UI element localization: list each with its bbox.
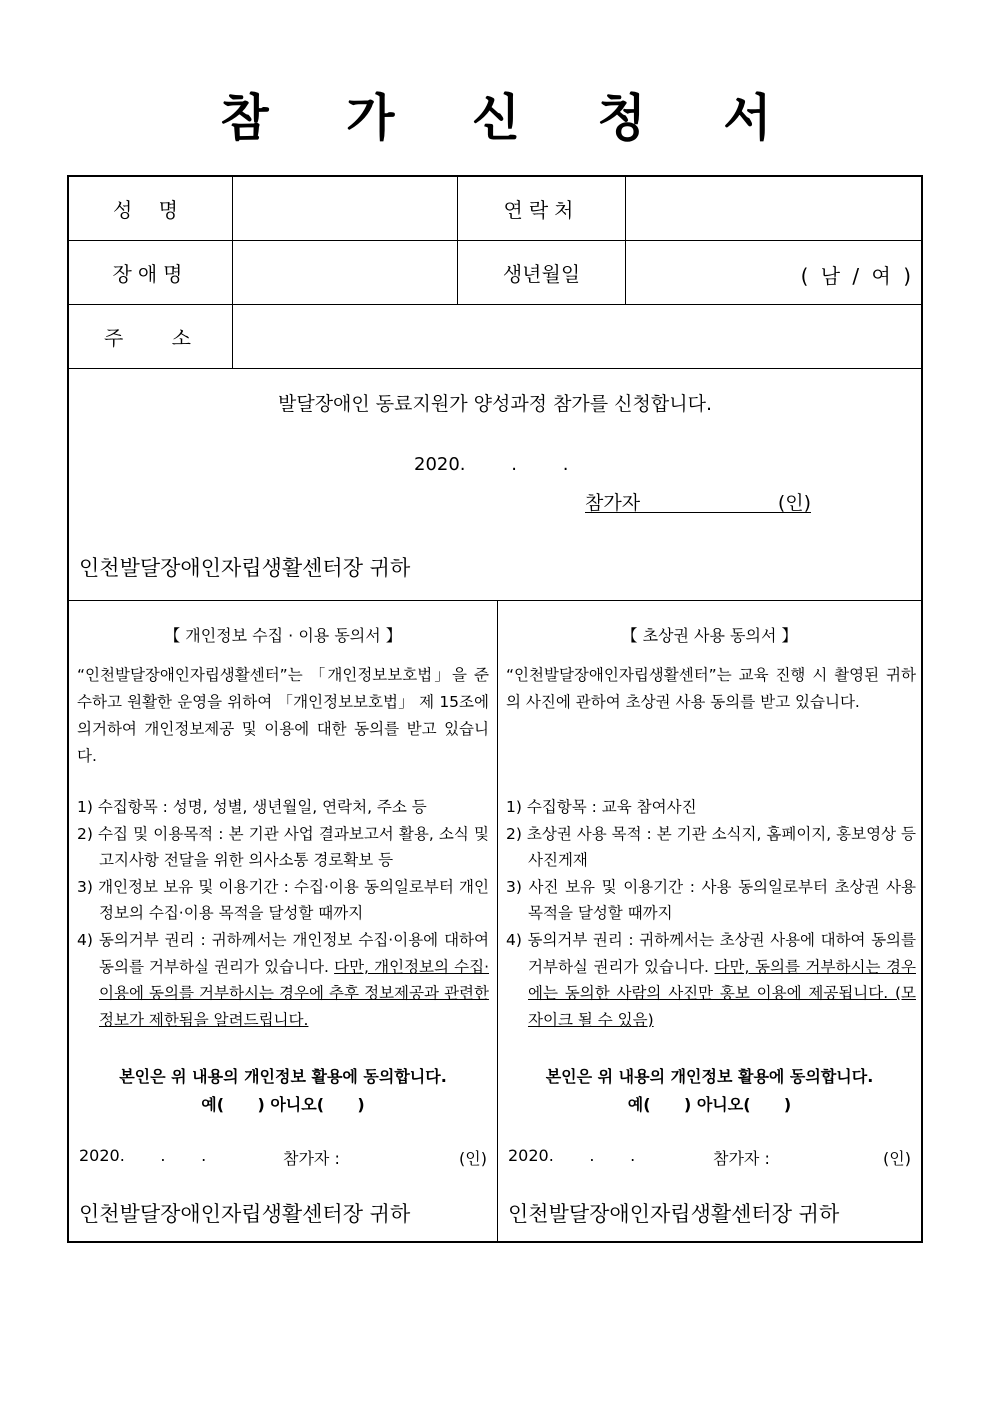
list-item: 1) 수집항목 : 성명, 성별, 생년월일, 연락처, 주소 등 bbox=[77, 798, 427, 816]
portrait-participant-label: 참가자 : bbox=[713, 1149, 770, 1168]
name-field[interactable] bbox=[233, 177, 457, 240]
list-item: 4) 동의거부 권리 : 귀하께서는 개인정보 수집·이용에 대하여 동의를 거부하실 권리가 있습니다. 다만, 개인정보의 수집·이용에 동의를 거부하시는 경우에 추후 정보제공과 관련한 정보가 제한됨을 알려드립니다. bbox=[77, 930, 489, 1029]
portrait-consent-section bbox=[498, 601, 921, 1241]
applicant-seal: (인) bbox=[777, 492, 811, 514]
privacy-participant-label: 참가자 : bbox=[283, 1149, 340, 1168]
disability-field[interactable] bbox=[233, 241, 457, 304]
list-item: 1) 수집항목 : 교육 참여사진 bbox=[506, 798, 697, 816]
portrait-agree-statement: 본인은 위 내용의 개인정보 활용에 동의합니다. bbox=[545, 1067, 874, 1086]
portrait-date: 2020. . . bbox=[508, 1146, 636, 1165]
privacy-agree-statement: 본인은 위 내용의 개인정보 활용에 동의합니다. bbox=[119, 1067, 447, 1086]
privacy-addressee: 인천발달장애인자립생활센터장 귀하 bbox=[79, 1202, 411, 1226]
privacy-consent-section bbox=[69, 601, 497, 1241]
list-item: 3) 사진 보유 및 이용기간 : 사용 동의일로부터 초상권 사용 목적을 달성할 때까지 bbox=[506, 877, 916, 923]
portrait-seal: (인) bbox=[883, 1149, 911, 1168]
portrait-items bbox=[506, 794, 916, 1033]
portrait-consent-title: 【 초상권 사용 동의서 】 bbox=[621, 626, 798, 645]
gender-options[interactable]: ( 남 / 여 ) bbox=[800, 264, 911, 288]
portrait-intro: “인천발달장애인자립생활센터”는 교육 진행 시 촬영된 귀하의 사진에 관하여 초상권 사용 동의를 받고 있습니다. bbox=[506, 666, 916, 711]
privacy-seal: (인) bbox=[459, 1149, 487, 1168]
disability-label: 장애명 bbox=[112, 262, 189, 286]
application-addressee: 인천발달장애인자립생활센터장 귀하 bbox=[79, 556, 411, 580]
name-label: 성 명 bbox=[113, 198, 188, 222]
privacy-yes-no[interactable]: 예( ) 아니오( ) bbox=[201, 1095, 365, 1114]
list-item: 2) 수집 및 이용목적 : 본 기관 사업 결과보고서 활용, 소식 및 고지사항 전달을 위한 의사소통 경로확보 등 bbox=[77, 824, 489, 870]
privacy-consent-title: 【 개인정보 수집 · 이용 동의서 】 bbox=[164, 626, 402, 645]
applicant-signature-line[interactable] bbox=[585, 488, 811, 513]
address-field[interactable] bbox=[233, 305, 921, 368]
document-title: 참 가 신 청 서 bbox=[220, 89, 802, 147]
contact-field[interactable] bbox=[626, 177, 921, 240]
application-date: 2020. . . bbox=[414, 454, 569, 475]
underlined-notice: 다만, 동의를 거부하시는 경우에는 동의한 사람의 사진만 홍보 이용에 제공됩니다. (모자이크 될 수 있음) bbox=[528, 957, 916, 1029]
application-statement: 발달장애인 동료지원가 양성과정 참가를 신청합니다. bbox=[278, 393, 712, 415]
list-item: 3) 개인정보 보유 및 이용기간 : 수집·이용 동의일로부터 개인정보의 수집·이용 목적을 달성할 때까지 bbox=[77, 877, 489, 923]
privacy-intro: “인천발달장애인자립생활센터”는 「개인정보보호법」을 준수하고 원활한 운영을 위하여 「개인정보보호법」 제 15조에 의거하여 개인정보제공 및 이용에 대한 동의를 받고 있습니다. bbox=[77, 666, 489, 765]
contact-label: 연락처 bbox=[503, 198, 580, 222]
birth-label: 생년월일 bbox=[502, 262, 581, 286]
portrait-yes-no[interactable]: 예( ) 아니오( ) bbox=[627, 1095, 792, 1114]
address-label: 주 소 bbox=[104, 326, 197, 350]
privacy-items bbox=[77, 794, 489, 1033]
underlined-notice: 다만, 개인정보의 수집·이용에 동의를 거부하시는 경우에 추후 정보제공과 관련한 정보가 제한됨을 알려드립니다. bbox=[99, 957, 489, 1029]
portrait-addressee: 인천발달장애인자립생활센터장 귀하 bbox=[508, 1202, 840, 1226]
list-item: 2) 초상권 사용 목적 : 본 기관 소식지, 홈페이지, 홍보영상 등 사진게재 bbox=[506, 824, 916, 870]
birth-field[interactable] bbox=[626, 241, 921, 304]
row-divider bbox=[69, 368, 921, 369]
applicant-label: 참가자 bbox=[585, 492, 641, 514]
privacy-date: 2020. . . bbox=[79, 1146, 207, 1165]
list-item: 4) 동의거부 권리 : 귀하께서는 초상권 사용에 대하여 동의를 거부하실 권리가 있습니다. 다만, 동의를 거부하시는 경우에는 동의한 사람의 사진만 홍보 이용에 제공됩니다. (모자이크 될 수 있음) bbox=[506, 930, 916, 1029]
application-form bbox=[67, 175, 923, 1243]
